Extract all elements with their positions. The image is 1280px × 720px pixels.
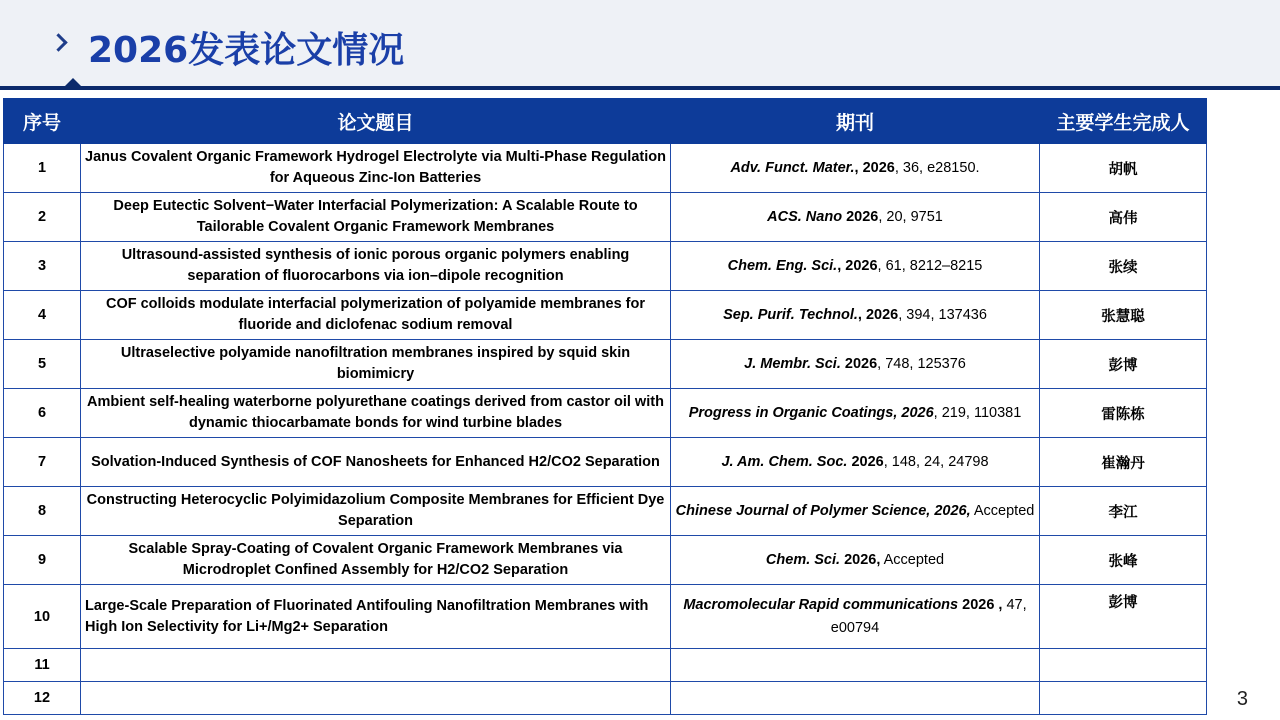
journal-year: 2026 xyxy=(842,208,879,225)
paper-title: COF colloids modulate interfacial polymerization of polyamide membranes for fluoride and diclofenac sodium removal xyxy=(81,291,671,340)
journal-year: , 2026 xyxy=(857,306,899,323)
journal-name: J. Membr. Sci. xyxy=(744,355,841,372)
row-number: 3 xyxy=(4,242,81,291)
table-row xyxy=(4,438,1207,487)
journal-name: ACS. Nano xyxy=(767,208,843,225)
row-number: 6 xyxy=(4,389,81,438)
paper-title: Ambient self-healing waterborne polyurethane coatings derived from castor oil with dynamic thiocarbamate bonds for wind turbine blades xyxy=(81,389,671,438)
journal-year: 2026 xyxy=(840,355,878,372)
row-number: 2 xyxy=(4,193,81,242)
table-row xyxy=(4,144,1207,193)
journal-details: , 36, e28150. xyxy=(894,159,980,176)
row-number: 10 xyxy=(4,585,81,649)
journal-name: Chinese Journal of Polymer Science, 2026, xyxy=(675,502,971,519)
page-title: 2026发表论文情况 xyxy=(88,30,405,71)
row-number: 12 xyxy=(4,682,81,715)
journal-cell xyxy=(671,193,1040,242)
row-number: 7 xyxy=(4,438,81,487)
journal-cell xyxy=(671,585,1040,649)
table-row xyxy=(4,340,1207,389)
paper-title: Scalable Spray-Coating of Covalent Organic Framework Membranes via Microdroplet Confined Assembly for H2/CO2 Separation xyxy=(81,536,671,585)
table-row xyxy=(4,585,1207,649)
paper-title: Ultrasound-assisted synthesis of ionic porous organic polymers enabling separation of fluorocarbons via ion–dipole recognition xyxy=(81,242,671,291)
student-author: 崔瀚丹 xyxy=(1040,438,1207,487)
journal-year: , 2026 xyxy=(837,257,878,274)
journal-cell xyxy=(671,340,1040,389)
table-row xyxy=(4,682,1207,715)
row-number: 5 xyxy=(4,340,81,389)
journal-details: , 394, 137436 xyxy=(898,306,987,323)
journal-year: 2026, xyxy=(840,551,881,568)
column-header-index: 序号 xyxy=(4,99,81,144)
student-author: 张慧聪 xyxy=(1040,291,1207,340)
table-row xyxy=(4,649,1207,682)
divider-notch-icon xyxy=(64,78,82,87)
table-row xyxy=(4,291,1207,340)
paper-title xyxy=(81,682,671,715)
journal-cell xyxy=(671,291,1040,340)
paper-title: Constructing Heterocyclic Polyimidazolium Composite Membranes for Efficient Dye Separation xyxy=(81,487,671,536)
journal-cell xyxy=(671,649,1040,682)
student-author xyxy=(1040,649,1207,682)
journal-name: Adv. Funct. Mater. xyxy=(730,159,855,176)
paper-title: Solvation-Induced Synthesis of COF Nanosheets for Enhanced H2/CO2 Separation xyxy=(81,438,671,487)
journal-cell xyxy=(671,438,1040,487)
journal-details: 47, e00794 xyxy=(830,596,1027,636)
journal-cell xyxy=(671,144,1040,193)
student-author xyxy=(1040,682,1207,715)
row-number: 4 xyxy=(4,291,81,340)
journal-name: Sep. Purif. Technol. xyxy=(723,306,858,323)
journal-cell xyxy=(671,242,1040,291)
paper-title: Deep Eutectic Solvent−Water Interfacial Polymerization: A Scalable Route to Tailorable Covalent Organic Framework Membranes xyxy=(81,193,671,242)
papers-table xyxy=(3,98,1207,715)
paper-title: Large-Scale Preparation of Fluorinated Antifouling Nanofiltration Membranes with High Ion Selectivity for Li+/Mg2+ Separation xyxy=(81,585,671,649)
table-row xyxy=(4,242,1207,291)
journal-details: Accepted xyxy=(970,502,1035,519)
student-author: 张峰 xyxy=(1040,536,1207,585)
journal-details: , 148, 24, 24798 xyxy=(883,453,989,470)
table-row xyxy=(4,389,1207,438)
column-header-title: 论文题目 xyxy=(81,99,671,144)
table-row xyxy=(4,193,1207,242)
row-number: 9 xyxy=(4,536,81,585)
journal-name: J. Am. Chem. Soc. xyxy=(721,453,848,470)
journal-details: , 748, 125376 xyxy=(877,355,966,372)
paper-title xyxy=(81,649,671,682)
table-row xyxy=(4,536,1207,585)
column-header-author: 主要学生完成人 xyxy=(1040,99,1207,144)
journal-year: 2026 xyxy=(847,453,884,470)
student-author: 胡帆 xyxy=(1040,144,1207,193)
journal-name: Chem. Eng. Sci. xyxy=(727,257,838,274)
journal-details: Accepted xyxy=(880,551,945,568)
journal-cell xyxy=(671,682,1040,715)
paper-title: Ultraselective polyamide nanofiltration membranes inspired by squid skin biomimicry xyxy=(81,340,671,389)
journal-cell xyxy=(671,487,1040,536)
student-author: 张续 xyxy=(1040,242,1207,291)
table-row xyxy=(4,487,1207,536)
student-author: 高伟 xyxy=(1040,193,1207,242)
journal-year: 2026 , xyxy=(958,596,1003,613)
journal-cell xyxy=(671,536,1040,585)
header-divider xyxy=(0,86,1280,90)
table-header-row xyxy=(4,99,1207,144)
journal-details: , 61, 8212–8215 xyxy=(877,257,983,274)
student-author: 彭博 xyxy=(1040,585,1207,649)
journal-cell xyxy=(671,389,1040,438)
journal-details: , 219, 110381 xyxy=(933,404,1022,421)
journal-name: Macromolecular Rapid communications xyxy=(683,596,959,613)
student-author: 雷陈栋 xyxy=(1040,389,1207,438)
page-number: 3 xyxy=(1236,688,1248,710)
row-number: 8 xyxy=(4,487,81,536)
student-author: 李江 xyxy=(1040,487,1207,536)
paper-title: Janus Covalent Organic Framework Hydrogel Electrolyte via Multi-Phase Regulation for Aqueous Zinc-Ion Batteries xyxy=(81,144,671,193)
student-author: 彭博 xyxy=(1040,340,1207,389)
row-number: 1 xyxy=(4,144,81,193)
journal-year: , 2026 xyxy=(854,159,895,176)
row-number: 11 xyxy=(4,649,81,682)
journal-name: Progress in Organic Coatings, 2026 xyxy=(688,404,934,421)
journal-details: , 20, 9751 xyxy=(878,208,943,225)
journal-name: Chem. Sci. xyxy=(765,551,841,568)
column-header-journal: 期刊 xyxy=(671,99,1040,144)
